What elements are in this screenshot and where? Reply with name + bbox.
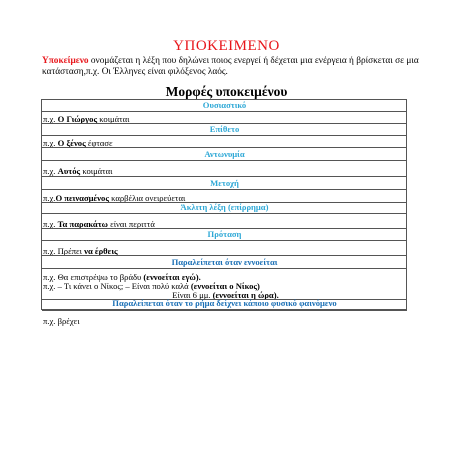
definition-text: ονομάζεται η λέξη που δηλώνει ποιος ενεργεί ή δέχεται μια ενέργεια ή βρίσκεται σε μια κατάσταση,π.χ. Οι Έλληνες είναι φιλόξενος λαός. [42,56,419,77]
example-prefix: π.χ. Πρέπει [43,246,85,256]
table-divider [42,189,407,190]
definition-paragraph [42,56,422,78]
example-rest: είναι περιττά [107,219,155,229]
section-header-participle: Μετοχή [210,178,239,188]
example-rest: κοιμάται [80,166,113,176]
example-subject: Ο πεινασμένος [55,193,109,203]
example-prefix: π.χ. [43,219,58,229]
section-header-implied: Παραλείπεται όταν εννοείται [171,257,278,267]
table-divider [42,176,407,177]
example-prefix: π.χ. βρέχει [43,316,80,326]
example-prefix: Είναι 6 μμ. [172,290,213,300]
section-header-natural: Παραλείπεται όταν το ρήμα δείχνει κάποιο φυσικό φαινόμενο [112,298,337,308]
page-title: ΥΠΟΚΕΙΜΕΝΟ [173,38,280,54]
example-subject: Ο ξένος [57,138,86,148]
table-divider [42,135,407,136]
example-prefix: π.χ. – Τι κάνει ο Νίκος; – Είναι πολύ καλά [43,281,191,291]
section-header-noun: Ουσιαστικό [202,100,247,110]
example-note: (εννοείται η ώρα). [212,290,279,300]
table-divider [42,160,407,161]
section-header-clause: Πρόταση [207,229,242,239]
example-prefix: π.χ. [43,166,58,176]
example-pronoun [43,166,112,176]
section-header-pronoun: Αντωνυμία [204,149,245,159]
table-divider [42,240,407,241]
table-divider [42,147,407,148]
section-header-adverb: Άκλιτη λέξη (επίρρημα) [180,202,269,212]
example-prefix: π.χ. [43,114,58,124]
section-header-adjective: Επίθετο [209,124,240,134]
example-subject: Τα παρακάτω [57,219,108,229]
table-divider [42,111,407,112]
example-subject: να έρθεις [84,246,118,256]
example-rest: καρβέλια ονειρεύεται [108,193,186,203]
example-rest: κοιμάται [97,114,130,124]
example-prefix: π.χ. [43,193,56,203]
example-subject: Αυτός [57,166,81,176]
example-natural [43,316,80,326]
example-prefix: π.χ. [43,138,58,148]
example-prefix: π.χ. Θα επιστρέψω το βράδυ [43,272,144,282]
example-note: (εννοείται ο Νίκος) [190,281,260,291]
table-divider [42,255,407,256]
table-divider [42,310,407,311]
definition-term: Υποκείμενο [42,56,89,66]
table-title: Μορφές υποκειμένου [165,84,288,99]
table-divider [42,213,407,214]
example-note: (εννοείται εγώ). [143,272,201,282]
example-subject: Ο Γιώργος [57,114,98,124]
table-divider [42,268,407,269]
example-rest: έφτασε [85,138,113,148]
